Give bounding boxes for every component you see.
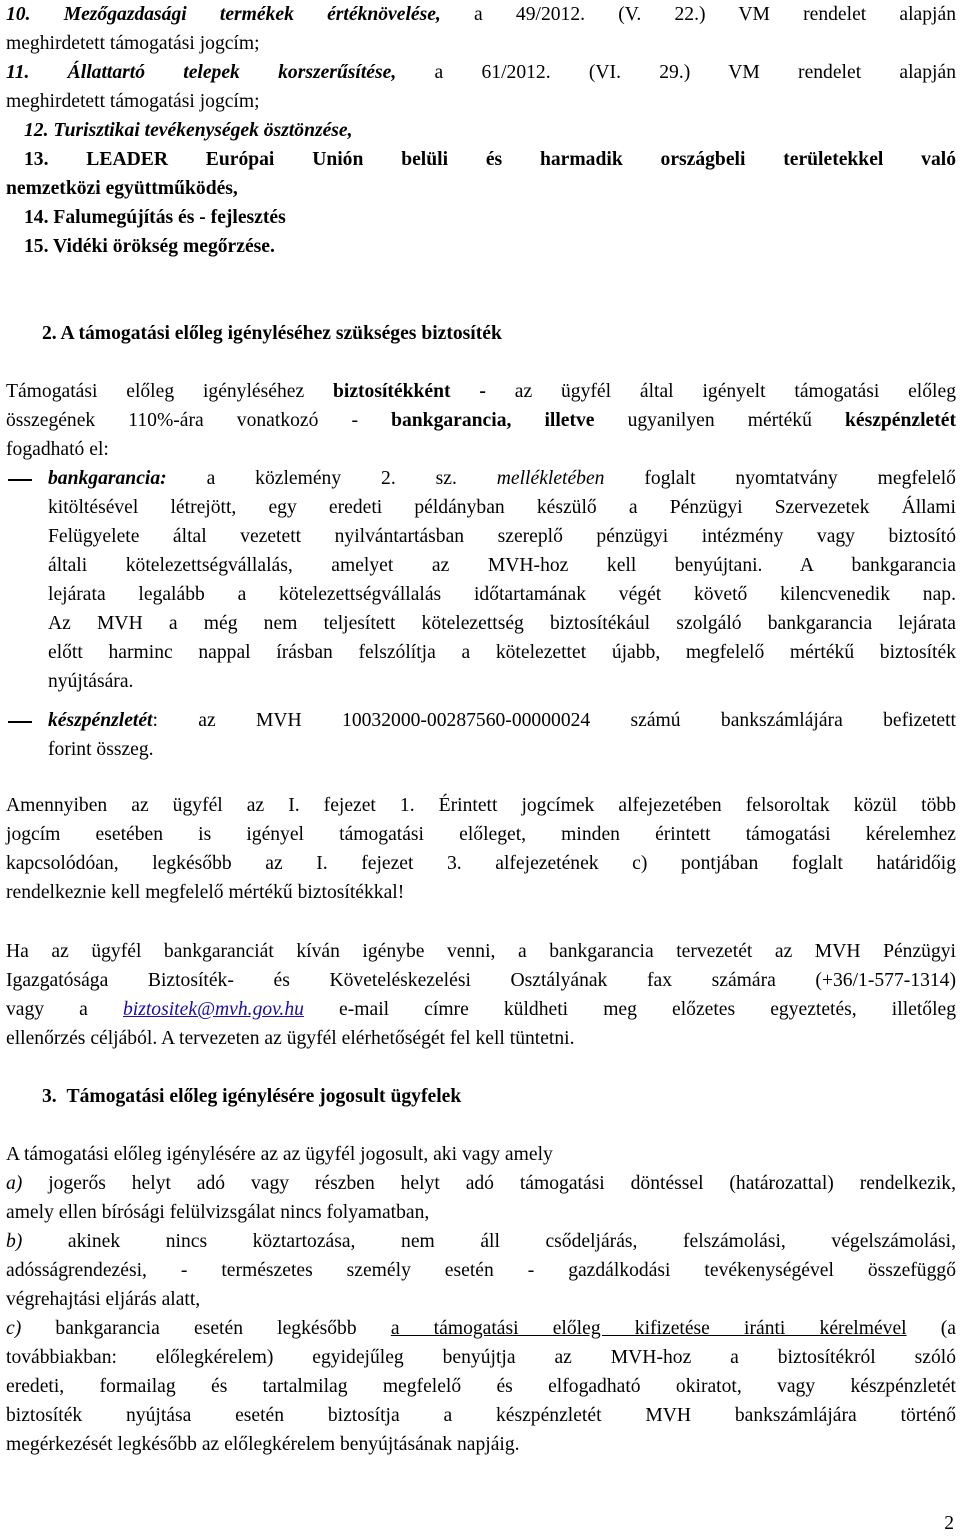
list-item-14: 14. Falumegújítás és - fejlesztés — [24, 207, 286, 228]
paragraph-amennyiben: Amennyiben az ügyfél az I. fejezet 1. Érintett jogcímek alfejezetében felsoroltak közül több jogcím esetében is igényel támogatási előleget, minden érintett támogatási kérelemhez kapcsolódóan, legkésőbb az I. fejezet 3. alfejezetének c) pontjában foglalt határidőig rendelkeznie kell megfelelő mértékű biztosítékkal! — [6, 795, 956, 903]
list-item-11: 11. Állattartó telepek korszerűsítése, a 61/2012. (VI. 29.) VM rendelet alapján meghirdetett támogatási jogcím; — [6, 62, 956, 112]
item-10-title: 10. Mezőgazdasági termékek értéknövelése, — [6, 4, 441, 25]
section-2-intro: Támogatási előleg igényléséhez biztosítékként - az ügyfél által igényelt támogatási előleg összegének 110%-ára vonatkozó - bankgarancia, illetve ugyanilyen mértékű készpénzletét fogadható el: — [6, 381, 956, 460]
paragraph-bankgarancia-tervezet: Ha az ügyfél bankgaranciát kíván igénybe venni, a bankgarancia tervezetét az MVH Pénzügyi Igazgatósága Biztosíték- és Követeléskezelési Osztályának fax számára (+36/1-577-1314) vagy a biztositek@mvh.gov.hu e-mail címre küldheti meg előzetes egyeztetés, illetőleg ellenőrzés céljából. A tervezeten az ügyfél elérhetőségét fel kell tüntetni. — [6, 941, 957, 1049]
section-3-heading: 3. Támogatási előleg igénylésére jogosult ügyfelek — [42, 1086, 462, 1107]
list-item-15: 15. Vidéki örökség megőrzése. — [24, 236, 275, 257]
document-page: 10. Mezőgazdasági termékek értéknövelése, a 49/2012. (V. 22.) VM rendelet alapján meghirdetett támogatási jogcím; 11. Állattartó telepek korszerűsítése, a 61/2012. (VI. 29.) VM rendelet alapján meghirdetett támogatási jogcím; 12. Turisztikai tevékenységek ösztönzése, 13. LEADER Európai Unión belüli és harmadik országbeli területekkel való nemzetközi együttműködés, 14. Falumegújítás és - fejlesztés 15. Vidéki örökség megőrzése. 2. A támogatási előleg igényléséhez szükséges biztosíték Támogatási előleg igényléséhez biztosítékként - az ügyfél által igényelt támogatási előleg összegének 110%-ára vonatkozó - bankgarancia, illetve ugyanilyen mértékű készpénzletét fogadható el: bankgarancia: a közlemény 2. sz. mellékletében foglalt nyomtatvány megfelelő kitöltésével létrejött, egy eredeti példányban készülő a Pénzügyi Szervezetek Állami Felügyelete által vezetett nyilvántartásban szereplő pénzügyi intézmény vagy biztosító általi kötelezettségvállalás, amelyet az MVH-hoz kell benyújtani. A bankgarancia lejárata legalább a kötelezettségvállalás időtartamának végét követő kilencvenedik nap. Az MVH a még nem teljesített kötelezettség biztosítékául szolgáló bankgarancia lejárata előtt harminc nappal írásban felszólítja a kötelezettet újabb, megfelelő mértékű biztosíték nyújtására. készpénzletét: az MVH 10032000-00287560-00000024 számú bankszámlájára befizetett forint összeg. Amennyiben az ügyfél az I. fejezet 1. Érintett jogcímek alfejezetében felsoroltak közül több jogcím esetében is igényel támogatási előleget, minden érintett támogatási kérelemhez kapcsolódóan, legkésőbb az I. fejezet 3. alfejezetének c) pontjában foglalt határidőig rendelkeznie kell megfelelő mértékű biztosítékkal! Ha az ügyfél bankgaranciát kíván igénybe venni, a bankgarancia tervezetét az MVH Pénzügyi Igazgatósága Biztosíték- és Követeléskezelési Osztályának fax számára (+36/1-577-1314) vagy a biztositek@mvh.gov.hu e-mail címre küldheti meg előzetes egyeztetés, illetőleg ellenőrzés céljából. A tervezeten az ügyfél elérhetőségét fel kell tüntetni. 3. Támogatási előleg igénylésére jogosult ügyfelek A támogatási előleg igénylésére az az ügyfél jogosult, aki vagy amely a) jogerős helyt adó vagy részben helyt adó támogatási döntéssel (határozattal) rendelkezik, amely ellen bírósági felülvizsgálat nincs folyamatban, b) akinek nincs köztartozása, nem áll csődeljárás, felszámolási, végelszámolási, adósságrendezési, - természetes személy esetén - gazdálkodási tevékenységével összefüggő végrehajtási eljárás alatt, c) bankgarancia esetén legkésőbb a támogatási előleg kifizetése iránti kérelmével (a továbbiakban: előlegkérelem) egyidejűleg benyújtja az MVH-hoz a biztosítékról szóló eredeti, formailag és tartalmilag megfelelő és elfogadható okiratot, vagy készpénzletét biztosíték nyújtása esetén biztosítja a készpénzletét MVH bankszámlájára történő megérkezését legkésőbb az előlegkérelem benyújtásának napjáig. 2 — [0, 0, 960, 1537]
page-number: 2 — [944, 1513, 954, 1534]
section-2-heading: 2. A támogatási előleg igényléséhez szükséges biztosíték — [42, 323, 502, 344]
email-link[interactable]: biztositek@mvh.gov.hu — [123, 999, 304, 1020]
list-item-10: 10. Mezőgazdasági termékek értéknövelése, a 49/2012. (V. 22.) VM rendelet alapján meghirdetett támogatási jogcím; — [6, 4, 956, 54]
section-3-body: A támogatási előleg igénylésére az az ügyfél jogosult, aki vagy amely a) jogerős helyt adó vagy részben helyt adó támogatási döntéssel (határozattal) rendelkezik, amely ellen bírósági felülvizsgálat nincs folyamatban, b) akinek nincs köztartozása, nem áll csődeljárás, felszámolási, végelszámolási, adósságrendezési, - természetes személy esetén - gazdálkodási tevékenységével összefüggő végrehajtási eljárás alatt, c) bankgarancia esetén legkésőbb a támogatási előleg kifizetése iránti kérelmével (a továbbiakban: előlegkérelem) egyidejűleg benyújtja az MVH-hoz a biztosítékról szóló eredeti, formailag és tartalmilag megfelelő és elfogadható okiratot, vagy készpénzletét biztosíték nyújtása esetén biztosítja a készpénzletét MVH bankszámlájára történő megérkezését legkésőbb az előlegkérelem benyújtásának napjáig. — [6, 1144, 957, 1455]
list-item-12: 12. Turisztikai tevékenységek ösztönzése, — [24, 120, 353, 141]
list-item-13: 13. LEADER Európai Unión belüli és harmadik országbeli területekkel való nemzetközi együttműködés, — [6, 149, 956, 199]
